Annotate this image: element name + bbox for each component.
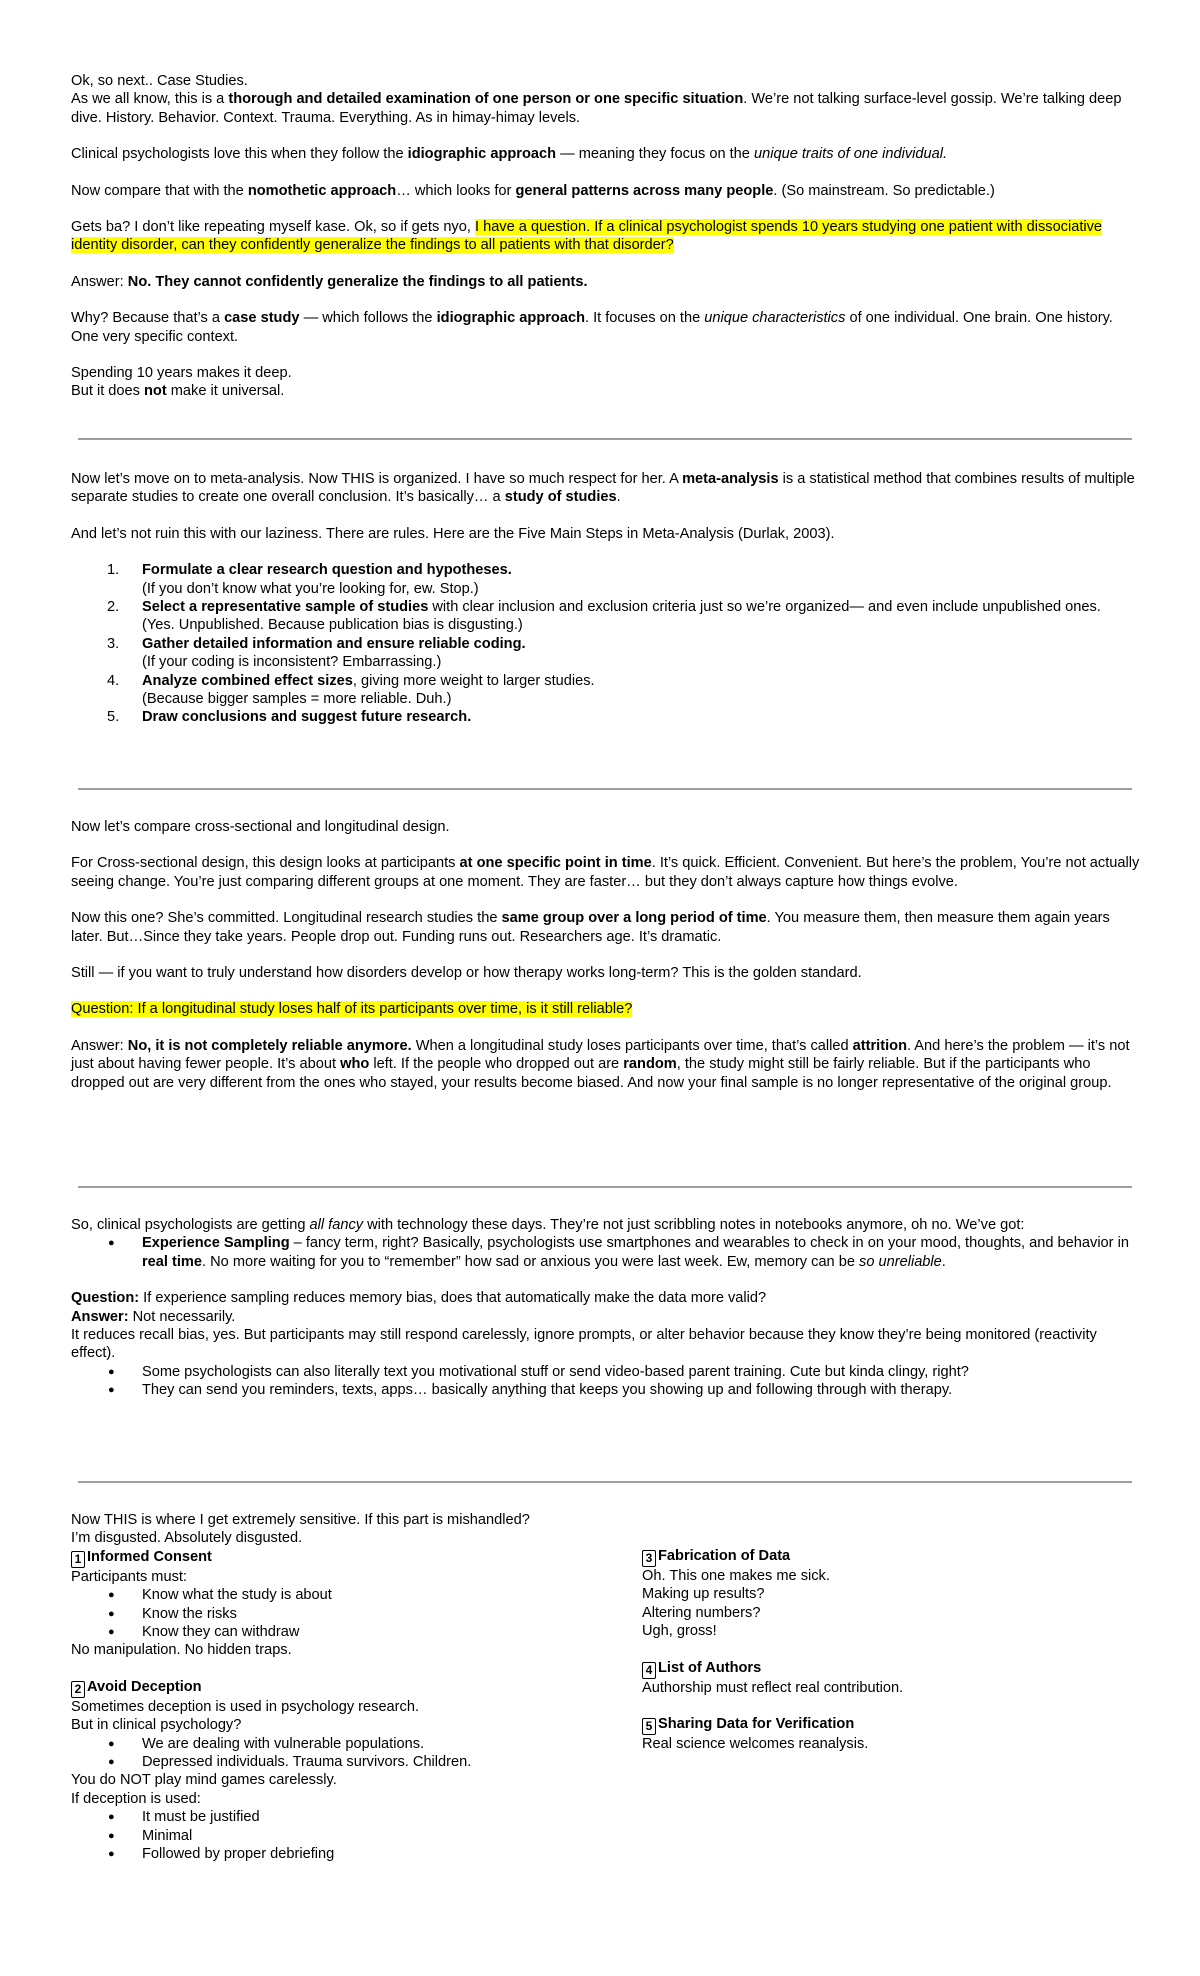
list-item-text: We are dealing with vulnerable populations. — [142, 1735, 425, 1752]
technology-intro: So, clinical psychologists are getting all fancy with technology these days. They’re not just scribbling notes in notebooks anymore, oh no. We’ve got: — [71, 1217, 1025, 1233]
technology-list — [71, 1234, 1140, 1271]
list-item — [71, 708, 1140, 726]
ethics-right-column — [642, 1547, 1122, 1753]
informed-consent-list — [71, 1586, 591, 1641]
technology-extra-list — [71, 1363, 1140, 1400]
bullet-icon: ● — [108, 1848, 115, 1861]
case-study-deep: Spending 10 years makes it deep. — [71, 365, 292, 382]
list-item-text: Know what the study is about — [142, 1587, 332, 1604]
ethics-left-column — [71, 1511, 591, 1864]
list-item-text: It must be justified — [142, 1809, 260, 1826]
step-title: Select a representative sample of studies — [142, 599, 429, 616]
step-number: 1. — [107, 562, 120, 579]
fabrication-line: Altering numbers? — [642, 1604, 761, 1621]
fabrication-text — [642, 1567, 1122, 1641]
bullet-icon: ● — [108, 1811, 115, 1824]
case-study-why: Why? Because that’s a case study — which follows the idiographic approach. It focuses on the unique characteristics of one individual. One brain. One history. One very specific context. — [71, 310, 1113, 345]
list-item — [71, 635, 1140, 672]
keycap-five-icon: 5 — [642, 1718, 656, 1735]
bullet-icon: ● — [108, 1829, 115, 1842]
section-divider — [78, 1481, 1132, 1483]
step-title: Draw conclusions and suggest future research. — [142, 709, 472, 726]
experience-sampling-explanation: It reduces recall bias, yes. But participants may still respond carelessly, ignore prompts, or alter behavior because they know they’re being monitored (reactivity effect). — [71, 1327, 1097, 1362]
list-item — [71, 561, 1140, 598]
list-item-text: Know they can withdraw — [142, 1624, 300, 1641]
keycap-one-icon: 1 — [71, 1551, 85, 1568]
fabrication-line: Ugh, gross! — [642, 1623, 717, 1640]
list-item — [71, 1808, 591, 1826]
informed-consent-heading: 1 Informed Consent — [71, 1548, 591, 1568]
informed-consent-closing: No manipulation. No hidden traps. — [71, 1642, 292, 1659]
designs-section — [71, 818, 1140, 1092]
sharing-data-heading: 5 Sharing Data for Verification — [642, 1715, 1122, 1735]
fabrication-line: Oh. This one makes me sick. — [642, 1568, 830, 1584]
ethics-intro: Now THIS is where I get extremely sensitive. If this part is mishandled? — [71, 1512, 530, 1528]
bullet-icon: ● — [108, 1737, 115, 1750]
longitudinal-paragraph: Now this one? She’s committed. Longitudinal research studies the same group over a long period of time. You measure them, then measure them again years later. But…Since they take years. People drop out. Funding runs out. Researchers age. It’s dramatic. — [71, 910, 1110, 945]
ethics-intro-2: I’m disgusted. Absolutely disgusted. — [71, 1530, 303, 1547]
list-item-text: Depressed individuals. Trauma survivors. Children. — [142, 1754, 472, 1771]
highlighted-question: Question: If a longitudinal study loses half of its participants over time, is it still reliable? — [71, 1001, 633, 1018]
list-item — [71, 1623, 591, 1641]
step-note: (If your coding is inconsistent? Embarrassing.) — [142, 654, 442, 671]
list-item-text: They can send you reminders, texts, apps… basically anything that keeps you showing up and following through with therapy. — [142, 1382, 953, 1399]
case-study-answer: Answer: No. They cannot confidently generalize the findings to all patients. — [71, 273, 588, 290]
avoid-deception-list — [71, 1735, 591, 1772]
list-item — [71, 598, 1140, 635]
list-item-text: Some psychologists can also literally text you motivational stuff or send video-based parent training. Cute but kinda clingy, right? — [142, 1363, 969, 1380]
case-studies-intro: Ok, so next.. Case Studies. — [71, 73, 248, 89]
designs-intro: Now let’s compare cross-sectional and longitudinal design. — [71, 819, 450, 835]
step-number: 4. — [107, 672, 120, 689]
keycap-two-icon: 2 — [71, 1681, 85, 1698]
list-item-text: Followed by proper debriefing — [142, 1846, 335, 1863]
fabrication-heading: 3 Fabrication of Data — [642, 1547, 1122, 1567]
informed-consent-text: Participants must: — [71, 1568, 187, 1585]
keycap-three-icon: 3 — [642, 1550, 656, 1567]
experience-sampling-answer: Answer: Not necessarily. — [71, 1308, 236, 1325]
step-text: , giving more weight to larger studies. — [352, 672, 595, 689]
bullet-icon: ● — [108, 1589, 115, 1602]
avoid-deception-heading: 2 Avoid Deception — [71, 1678, 591, 1698]
case-study-definition: As we all know, this is a thorough and detailed examination of one person or one specific situation. We’re not talking surface-level gossip. We’re talking deep dive. History. Behavior. Context. Trauma. Everything. As in himay-himay levels. — [71, 91, 1122, 126]
avoid-deception-text-4: If deception is used: — [71, 1790, 201, 1807]
case-study-question: Gets ba? I don’t like repeating myself kase. Ok, so if gets nyo, I have a question. If a clinical psychologist spends 10 years studying one patient with dissociative identity disorder, can they confidently generalize the findings to all patients with that disorder? — [71, 219, 1103, 254]
list-item — [71, 1845, 591, 1863]
experience-sampling-question: Question: If experience sampling reduces memory bias, does that automatically make the data more valid? — [71, 1290, 767, 1307]
bullet-icon: ● — [108, 1237, 115, 1250]
step-number: 3. — [107, 635, 120, 652]
step-number: 2. — [107, 599, 120, 616]
list-item — [71, 1605, 591, 1623]
meta-analysis-section — [71, 470, 1140, 727]
list-item — [71, 672, 1140, 709]
cross-sectional-paragraph: For Cross-sectional design, this design looks at participants at one specific point in time. It’s quick. Efficient. Convenient. But here’s the problem, You’re not actually seeing change. You’re just comparing different groups at one moment. They are faster… but they don’t always capture how things evolve. — [71, 855, 1140, 890]
list-item-text: Minimal — [142, 1827, 193, 1844]
keycap-four-icon: 4 — [642, 1662, 656, 1679]
list-item — [71, 1586, 591, 1604]
meta-analysis-steps — [71, 561, 1140, 727]
bullet-icon: ● — [108, 1607, 115, 1620]
authors-text: Authorship must reflect real contribution. — [642, 1679, 904, 1696]
meta-analysis-rules: And let’s not ruin this with our laziness. There are rules. Here are the Five Main Steps in Meta-Analysis (Durlak, 2003). — [71, 525, 835, 542]
bullet-icon: ● — [108, 1365, 115, 1378]
avoid-deception-text-2: But in clinical psychology? — [71, 1717, 242, 1734]
step-title: Analyze combined effect sizes — [142, 672, 353, 689]
step-number: 5. — [107, 709, 120, 726]
list-item: ● Experience Sampling – fancy term, right? Basically, psychologists use smartphones and wearables to check in on your mood, thoughts, and behavior in real time. No more waiting for you to “remember” how sad or anxious you were last week. Ew, memory can be so unreliable. — [108, 1235, 1129, 1270]
avoid-deception-text: Sometimes deception is used in psychology research. — [71, 1698, 419, 1715]
step-note: (Because bigger samples = more reliable. Duh.) — [142, 691, 452, 708]
bullet-icon: ● — [108, 1626, 115, 1639]
step-title: Gather detailed information and ensure reliable coding. — [142, 635, 526, 652]
authors-heading: 4 List of Authors — [642, 1659, 1122, 1679]
case-studies-section — [71, 72, 1140, 401]
list-item — [71, 1381, 1140, 1399]
fabrication-line: Making up results? — [642, 1586, 765, 1603]
idiographic-paragraph: Clinical psychologists love this when they follow the idiographic approach — meaning they focus on the unique traits of one individual. — [71, 146, 948, 163]
list-item-text: Know the risks — [142, 1605, 237, 1622]
bullet-icon: ● — [108, 1384, 115, 1397]
highlighted-question: I have a question. If a clinical psychologist spends 10 years studying one patient with dissociative identity disorder, can they confidently generalize the findings to all patients with that disorder? — [71, 219, 1103, 254]
section-divider — [78, 788, 1132, 790]
step-note: (Yes. Unpublished. Because publication bias is disgusting.) — [142, 617, 523, 634]
section-divider — [78, 1186, 1132, 1188]
step-note: (If you don’t know what you’re looking for, ew. Stop.) — [142, 580, 479, 597]
section-divider — [78, 438, 1132, 440]
list-item — [71, 1363, 1140, 1381]
deception-conditions-list — [71, 1808, 591, 1863]
sharing-data-text: Real science welcomes reanalysis. — [642, 1736, 869, 1753]
list-item — [71, 1827, 591, 1845]
meta-analysis-definition: Now let’s move on to meta-analysis. Now THIS is organized. I have so much respect for her. A meta-analysis is a statistical method that combines results of multiple separate studies to create one overall conclusion. It’s basically… a study of studies. — [71, 471, 1135, 506]
avoid-deception-text-3: You do NOT play mind games carelessly. — [71, 1772, 337, 1789]
nomothetic-paragraph: Now compare that with the nomothetic approach… which looks for general patterns across many people. (So mainstream. So predictable.) — [71, 182, 995, 199]
list-item — [71, 1753, 591, 1771]
step-title: Formulate a clear research question and hypotheses. — [142, 562, 512, 579]
list-item — [71, 1735, 591, 1753]
longitudinal-answer: Answer: No, it is not completely reliable anymore. When a longitudinal study loses participants over time, that’s called attrition. And here’s the problem — it’s not just about having fewer people. It’s about who left. If the people who dropped out are random, the study might still be fairly reliable. But if the participants who dropped out are very different from the ones who stayed, your results become biased. And now your final sample is no longer representative of the original group. — [71, 1037, 1130, 1091]
longitudinal-question — [71, 1000, 1140, 1018]
step-text: with clear inclusion and exclusion criteria just so we’re organized— and even include unpublished ones. — [428, 599, 1101, 616]
bullet-icon: ● — [108, 1756, 115, 1769]
case-study-universal: But it does not make it universal. — [71, 383, 285, 400]
golden-standard-paragraph: Still — if you want to truly understand how disorders develop or how therapy works long-term? This is the golden standard. — [71, 965, 862, 982]
technology-section — [71, 1216, 1140, 1400]
